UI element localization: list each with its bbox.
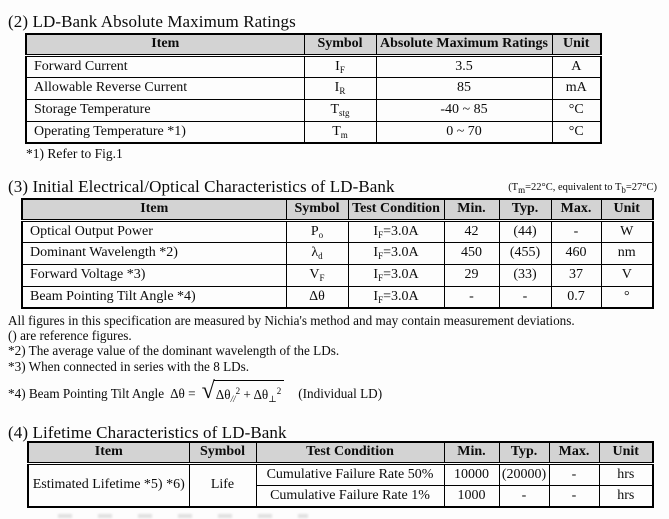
cond-subscript: F — [378, 229, 384, 240]
note-2: *2) The average value of the dominant wavelength of the LDs. — [8, 343, 340, 359]
formula-prefix: *4) Beam Pointing Tilt Angle — [8, 386, 165, 402]
symbol-cell: Life — [189, 463, 256, 507]
section-4-title: (4) Lifetime Characteristics of LD-Bank — [8, 423, 287, 442]
reference-figures-note: () are reference figures. — [8, 328, 132, 344]
note-3: *3) When connected in series with the 8 LDs. — [8, 358, 250, 374]
symbol-cell — [286, 220, 348, 242]
term1-subscript: // — [230, 394, 236, 405]
header-typ: Typ. — [499, 442, 549, 463]
radical-sign: √ — [201, 378, 215, 405]
typ-cell: (20000) — [499, 463, 549, 485]
header-symbol: Symbol — [304, 34, 376, 55]
item-cell: Estimated Lifetime *5) *6) — [28, 463, 189, 507]
symbol-cell — [304, 99, 376, 121]
unit-cell: mA — [552, 77, 601, 99]
table-header-row — [28, 442, 653, 463]
rating-cell: -40 ~ 85 — [376, 99, 552, 121]
scan-artifact — [58, 514, 308, 518]
header-min: Min. — [444, 199, 499, 220]
min-cell: - — [444, 286, 499, 308]
note-4-formula — [8, 379, 575, 409]
symbol-subscript: m — [340, 129, 348, 140]
term1-base: Δθ — [215, 387, 231, 403]
plus-sign: + — [243, 387, 251, 403]
formula-suffix: (Individual LD) — [298, 386, 383, 402]
symbol-base: λ — [311, 245, 319, 260]
symbol-cell — [286, 242, 348, 264]
symbol-cell — [286, 286, 348, 308]
unit-cell: hrs — [599, 463, 653, 485]
cond-base: I — [373, 288, 379, 304]
cond-rest: =3.0A — [383, 288, 419, 304]
item-cell: Beam Pointing Tilt Angle *4) — [22, 286, 286, 308]
section-3-title: (3) Initial Electrical/Optical Characteristics of LD-Bank — [8, 177, 395, 196]
header-max: Max. — [549, 442, 599, 463]
test-condition-cell: Cumulative Failure Rate 1% — [256, 485, 444, 507]
note-subscript: m — [518, 185, 526, 195]
item-cell: Allowable Reverse Current — [26, 77, 304, 99]
notes-block — [8, 313, 575, 409]
symbol-subscript: R — [339, 86, 346, 96]
table-row — [26, 55, 601, 77]
cond-base: I — [373, 223, 379, 239]
rating-cell: 0 ~ 70 — [376, 121, 552, 143]
header-symbol: Symbol — [286, 199, 348, 220]
table-header-row — [22, 199, 653, 220]
unit-cell: V — [601, 264, 653, 286]
item-cell: Storage Temperature — [26, 99, 304, 121]
table-header-row — [26, 34, 601, 55]
note-part: =27°C) — [625, 182, 657, 193]
header-max: Max. — [551, 199, 601, 220]
measurement-note: All figures in this specification are measured by Nichia's method and may contain measurement deviations. — [8, 313, 575, 328]
unit-cell: nm — [601, 242, 653, 264]
unit-cell: hrs — [599, 485, 653, 507]
header-unit: Unit — [601, 199, 653, 220]
header-unit: Unit — [552, 34, 601, 55]
header-test-condition: Test Condition — [348, 199, 444, 220]
abs-max-table — [25, 33, 602, 144]
unit-cell: °C — [552, 121, 601, 143]
table-row — [22, 264, 653, 286]
square-root — [202, 380, 285, 407]
cond-base: I — [373, 245, 379, 260]
cond-rest: =3.0A — [383, 223, 419, 239]
symbol-cell — [286, 264, 348, 286]
typ-cell: - — [499, 485, 549, 507]
note-part: =22°C, equivalent to T — [525, 182, 622, 193]
symbol-base: V — [309, 267, 320, 282]
item-cell: Forward Current — [26, 55, 304, 77]
header-unit: Unit — [599, 442, 653, 463]
unit-cell: A — [552, 55, 601, 77]
header-min: Min. — [444, 442, 499, 463]
test-condition-cell: Cumulative Failure Rate 50% — [256, 463, 444, 485]
lifetime-table — [27, 441, 654, 508]
note-subscript: b — [621, 185, 626, 195]
max-cell: 37 — [551, 264, 601, 286]
header-ratings: Absolute Maximum Ratings — [376, 34, 552, 55]
cond-subscript: F — [378, 273, 384, 283]
test-condition-cell — [348, 286, 444, 308]
symbol-base: P — [310, 223, 319, 239]
max-cell: 0.7 — [551, 286, 601, 308]
symbol-base: T — [332, 123, 341, 139]
item-cell: Dominant Wavelength *2) — [22, 242, 286, 264]
table-row — [22, 220, 653, 242]
section-2-title: (2) LD-Bank Absolute Maximum Ratings — [8, 12, 296, 31]
header-symbol: Symbol — [189, 442, 256, 463]
symbol-subscript: F — [319, 273, 325, 283]
unit-cell: ° — [601, 286, 653, 308]
typ-cell: (33) — [499, 264, 551, 286]
typ-cell: (455) — [499, 242, 551, 264]
table-row — [28, 463, 653, 485]
footnote-refer-fig1: *1) Refer to Fig.1 — [26, 146, 123, 161]
symbol-subscript: stg — [339, 108, 350, 118]
symbol-base: T — [330, 102, 340, 117]
header-test-condition: Test Condition — [256, 442, 444, 463]
min-cell: 10000 — [444, 463, 499, 485]
symbol-cell — [304, 121, 376, 143]
formula-lhs: Δθ = — [170, 386, 196, 402]
min-cell: 29 — [444, 264, 499, 286]
header-item: Item — [28, 442, 189, 463]
header-typ: Typ. — [499, 199, 551, 220]
unit-cell: W — [601, 220, 653, 242]
max-cell: - — [549, 485, 599, 507]
min-cell: 450 — [444, 242, 499, 264]
unit-cell: °C — [552, 99, 601, 121]
symbol-base: I — [335, 58, 340, 74]
symbol-cell — [304, 55, 376, 77]
symbol-base: Δθ — [309, 288, 325, 304]
max-cell: - — [551, 220, 601, 242]
item-cell: Optical Output Power — [22, 220, 286, 242]
header-item: Item — [26, 34, 304, 55]
typ-cell: - — [499, 286, 551, 308]
table-row — [22, 242, 653, 264]
item-cell: Forward Voltage *3) — [22, 264, 286, 286]
max-cell: 460 — [551, 242, 601, 264]
cond-base: I — [373, 267, 379, 282]
symbol-base: I — [334, 80, 340, 95]
table-row — [26, 99, 601, 121]
max-cell: - — [549, 463, 599, 485]
radicand — [214, 380, 284, 407]
symbol-subscript: o — [318, 229, 324, 240]
table-row — [26, 77, 601, 99]
temperature-condition-note — [508, 182, 657, 195]
item-cell: Operating Temperature *1) — [26, 121, 304, 143]
test-condition-cell — [348, 264, 444, 286]
min-cell: 42 — [444, 220, 499, 242]
electrical-table — [21, 198, 654, 309]
test-condition-cell — [348, 220, 444, 242]
table-row — [22, 286, 653, 308]
table-row — [26, 121, 601, 143]
symbol-cell — [304, 77, 376, 99]
min-cell: 1000 — [444, 485, 499, 507]
note-part: (T — [508, 182, 519, 193]
term2-subscript: ⊥ — [268, 394, 277, 405]
cond-subscript: F — [378, 294, 384, 305]
test-condition-cell — [348, 242, 444, 264]
header-item: Item — [22, 199, 286, 220]
symbol-subscript: F — [339, 64, 345, 75]
rating-cell: 3.5 — [376, 55, 552, 77]
term2-exponent: 2 — [276, 386, 282, 397]
term1-exponent: 2 — [235, 386, 241, 397]
rating-cell: 85 — [376, 77, 552, 99]
symbol-subscript: d — [318, 251, 323, 261]
cond-subscript: F — [378, 251, 384, 261]
cond-rest: =3.0A — [383, 245, 419, 260]
term2-base: Δθ — [253, 387, 269, 403]
typ-cell: (44) — [499, 220, 551, 242]
cond-rest: =3.0A — [383, 267, 419, 282]
